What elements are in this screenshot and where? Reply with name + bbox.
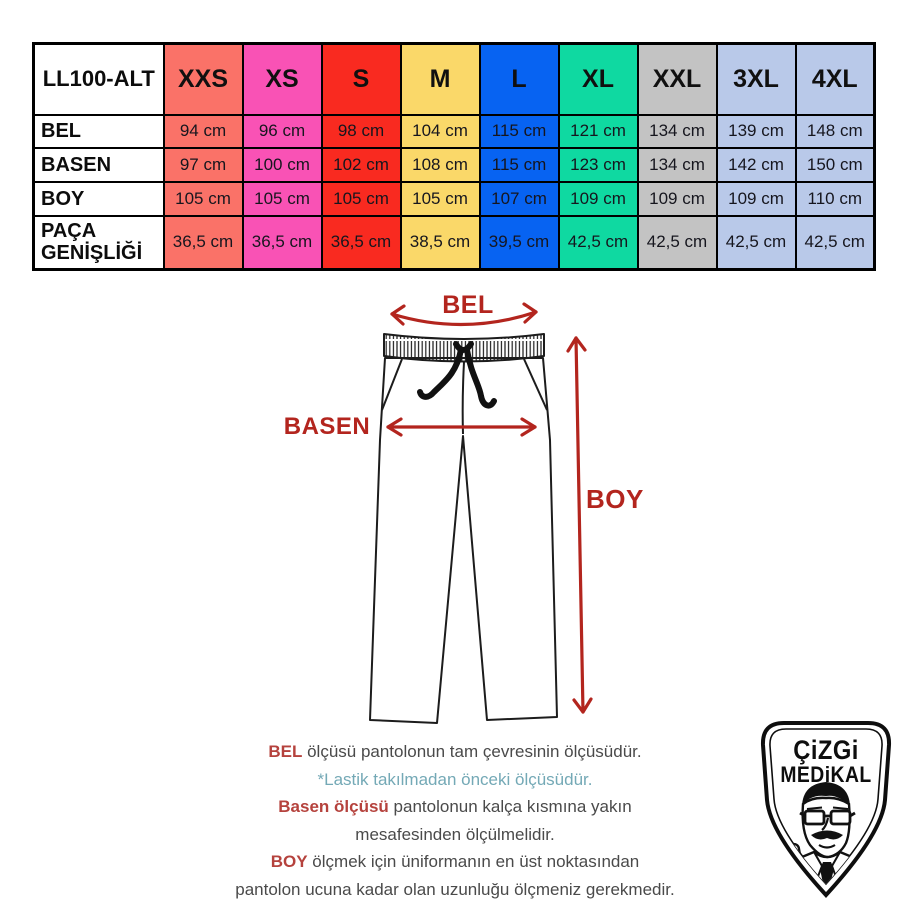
basen-label: BASEN — [283, 413, 371, 440]
size-header: 4XL — [796, 44, 875, 115]
size-header: S — [322, 44, 401, 115]
size-header: XXS — [164, 44, 243, 115]
table-cell: 96 cm — [243, 115, 322, 148]
table-cell: 105 cm — [401, 182, 480, 216]
size-header: L — [480, 44, 559, 115]
note-term: Basen ölçüsü — [278, 797, 389, 816]
table-cell: 42,5 cm — [559, 216, 638, 270]
table-cell: 36,5 cm — [164, 216, 243, 270]
row-label: BOY — [34, 182, 164, 216]
table-cell: 104 cm — [401, 115, 480, 148]
model-code: LL100-ALT — [34, 44, 164, 115]
table-cell: 42,5 cm — [717, 216, 796, 270]
table-cell: 100 cm — [243, 148, 322, 182]
table-row — [34, 216, 875, 270]
table-cell: 107 cm — [480, 182, 559, 216]
size-header: 3XL — [717, 44, 796, 115]
table-cell: 134 cm — [638, 148, 717, 182]
table-cell: 134 cm — [638, 115, 717, 148]
table-row — [34, 148, 875, 182]
note-line — [100, 848, 810, 876]
note-line: mesafesinden ölçülmelidir. — [355, 824, 555, 844]
table-cell: 39,5 cm — [480, 216, 559, 270]
note-line — [100, 738, 810, 766]
table-cell: 98 cm — [322, 115, 401, 148]
table-cell: 105 cm — [322, 182, 401, 216]
table-cell: 109 cm — [559, 182, 638, 216]
note-line: *Lastik takılmadan önceki ölçüsüdür. — [317, 769, 593, 789]
table-cell: 38,5 cm — [401, 216, 480, 270]
table-cell: 142 cm — [717, 148, 796, 182]
table-cell: 42,5 cm — [638, 216, 717, 270]
table-cell: 139 cm — [717, 115, 796, 148]
size-header: XXL — [638, 44, 717, 115]
size-header: M — [401, 44, 480, 115]
note-term: BEL — [268, 742, 303, 761]
table-cell: 148 cm — [796, 115, 875, 148]
table-header-row — [34, 44, 875, 115]
table-cell: 94 cm — [164, 115, 243, 148]
row-label: PAÇA GENİŞLİĞİ — [34, 216, 164, 270]
boy-arrow — [576, 338, 583, 712]
table-cell: 110 cm — [796, 182, 875, 216]
table-row — [34, 115, 875, 148]
boy-label: BOY — [586, 484, 644, 514]
table-row — [34, 182, 875, 216]
table-cell: 115 cm — [480, 115, 559, 148]
table-cell: 115 cm — [480, 148, 559, 182]
row-label: BASEN — [34, 148, 164, 182]
table-cell: 109 cm — [717, 182, 796, 216]
table-cell: 97 cm — [164, 148, 243, 182]
note-text: pantolonun kalça kısmına yakın — [388, 797, 632, 816]
note-line: pantolon ucuna kadar olan uzunluğu ölçmeniz gerekmedir. — [235, 879, 675, 899]
table-cell: 36,5 cm — [322, 216, 401, 270]
note-text: ölçüsü pantolonun tam çevresinin ölçüsüdür. — [302, 742, 642, 761]
table-cell: 150 cm — [796, 148, 875, 182]
table-cell: 102 cm — [322, 148, 401, 182]
note-line — [100, 793, 810, 821]
note-text: ölçmek için üniformanın en üst noktasından — [307, 852, 640, 871]
bel-label: BEL — [442, 291, 494, 319]
table-cell: 121 cm — [559, 115, 638, 148]
row-label: BEL — [34, 115, 164, 148]
table-cell: 105 cm — [243, 182, 322, 216]
size-table — [32, 42, 876, 271]
table-cell: 36,5 cm — [243, 216, 322, 270]
size-header: XL — [559, 44, 638, 115]
logo-text-line1: ÇiZGi — [793, 735, 859, 765]
table-cell: 105 cm — [164, 182, 243, 216]
table-cell: 109 cm — [638, 182, 717, 216]
table-cell: 108 cm — [401, 148, 480, 182]
measurement-notes — [100, 738, 810, 903]
note-term: BOY — [270, 852, 308, 871]
size-header: XS — [243, 44, 322, 115]
logo-text-line2: MEDiKAL — [780, 762, 872, 787]
cizgi-medikal-logo — [750, 714, 902, 904]
table-cell: 123 cm — [559, 148, 638, 182]
table-cell: 42,5 cm — [796, 216, 875, 270]
